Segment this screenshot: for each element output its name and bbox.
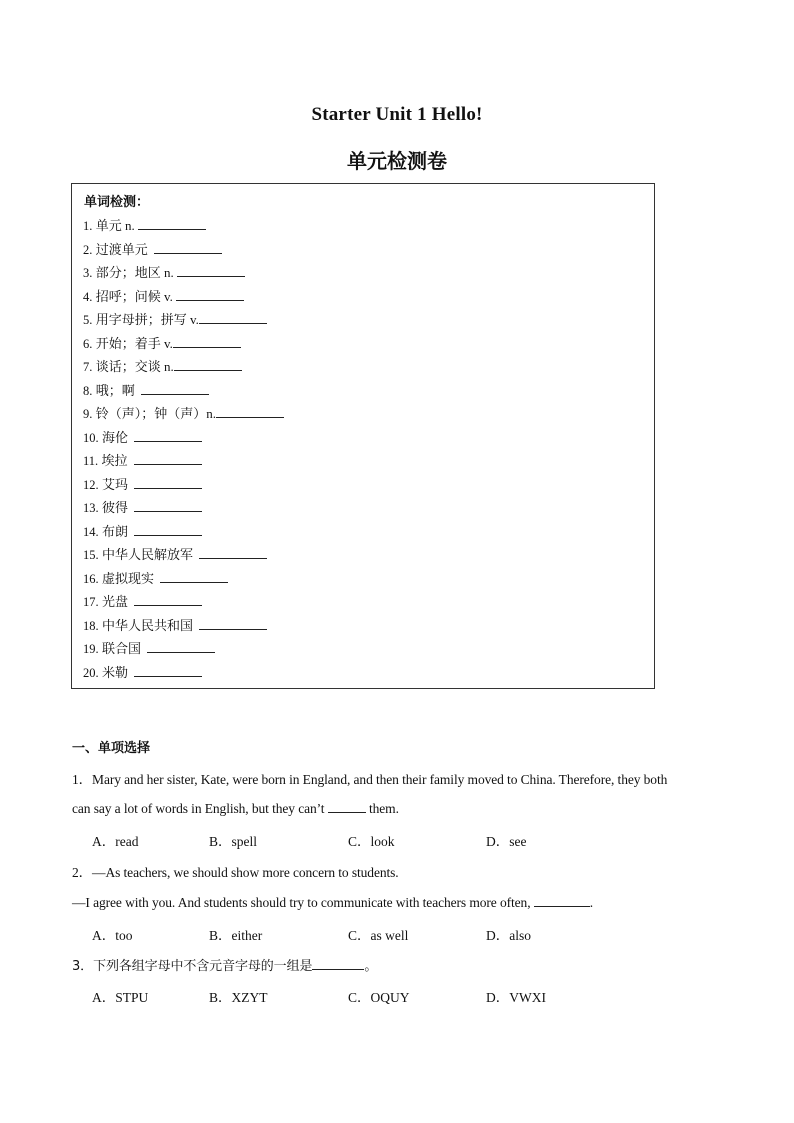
vocabulary-item-pos bbox=[128, 477, 131, 492]
vocabulary-item-number: 5. bbox=[83, 313, 93, 327]
answer-blank bbox=[154, 239, 222, 254]
answer-blank bbox=[174, 356, 242, 371]
vocabulary-item-number: 7. bbox=[83, 360, 93, 374]
answer-blank bbox=[199, 309, 267, 324]
vocabulary-item-number: 6. bbox=[83, 336, 93, 351]
answer-blank bbox=[134, 591, 202, 606]
vocabulary-item-number: 2. bbox=[83, 242, 93, 257]
vocabulary-item-pos bbox=[148, 242, 151, 257]
vocabulary-item bbox=[83, 238, 284, 262]
vocabulary-item-pos: v. bbox=[160, 288, 173, 304]
vocabulary-item-text: 招呼；问候 bbox=[95, 289, 161, 305]
vocabulary-item-number: 16. bbox=[83, 571, 99, 586]
vocabulary-item-pos bbox=[128, 524, 131, 539]
vocabulary-item-text: 虚拟现实 bbox=[102, 571, 155, 587]
vocabulary-item-text: 部分；地区 bbox=[95, 266, 161, 281]
answer-blank bbox=[141, 380, 209, 395]
vocabulary-item-number: 13. bbox=[83, 501, 99, 515]
answer-blank bbox=[176, 286, 244, 301]
vocabulary-item bbox=[83, 473, 284, 497]
vocabulary-item-pos: n. bbox=[160, 265, 174, 280]
answer-blank bbox=[177, 262, 245, 277]
option-a: A．STPU bbox=[92, 990, 149, 1005]
vocabulary-item-text: 谈话；交谈 bbox=[95, 360, 161, 375]
vocabulary-item bbox=[83, 214, 284, 238]
option-c: C．look bbox=[348, 834, 395, 849]
page-subtitle: 单元检测卷 bbox=[347, 149, 447, 173]
vocabulary-item-text: 彼得 bbox=[102, 501, 129, 516]
section-heading: 一、单项选择 bbox=[72, 741, 151, 756]
option-c: C．OQUY bbox=[348, 990, 410, 1005]
vocabulary-item-number: 14. bbox=[83, 524, 99, 539]
option-c: C．as well bbox=[348, 928, 409, 943]
vocabulary-list bbox=[83, 214, 284, 684]
vocabulary-item-pos bbox=[135, 383, 138, 398]
vocabulary-item-text: 铃（声）；钟（声） bbox=[95, 407, 207, 422]
vocabulary-item-number: 20. bbox=[83, 665, 99, 680]
option-b: B．either bbox=[209, 928, 263, 943]
vocabulary-item bbox=[83, 661, 284, 685]
vocabulary-item-text: 埃拉 bbox=[101, 454, 128, 469]
question-2-line-1: 2．—As teachers, we should show more concern to students. bbox=[72, 865, 399, 880]
answer-blank bbox=[199, 615, 267, 630]
vocabulary-item bbox=[83, 520, 284, 544]
vocabulary-item bbox=[83, 567, 284, 591]
vocabulary-item-text: 过渡单元 bbox=[95, 242, 148, 258]
answer-blank bbox=[160, 568, 228, 583]
vocabulary-item-number: 1. bbox=[83, 219, 93, 233]
vocabulary-item-pos bbox=[128, 453, 131, 468]
answer-blank bbox=[147, 638, 215, 653]
vocabulary-item-text: 开始；着手 bbox=[95, 336, 161, 352]
vocabulary-item-number: 18. bbox=[83, 618, 99, 633]
vocabulary-item-pos bbox=[141, 641, 144, 656]
question-2-text-after: . bbox=[589, 895, 594, 910]
answer-blank bbox=[173, 333, 241, 348]
vocabulary-item-number: 10. bbox=[83, 430, 99, 445]
vocabulary-item-pos: v. bbox=[186, 312, 199, 327]
vocabulary-item bbox=[83, 590, 284, 614]
vocabulary-item-pos bbox=[128, 500, 131, 515]
vocabulary-item-text: 米勒 bbox=[102, 665, 129, 681]
vocabulary-item-pos bbox=[193, 618, 196, 633]
answer-blank bbox=[134, 497, 202, 512]
vocabulary-item-text: 用字母拼；拼写 bbox=[95, 313, 187, 328]
vocabulary-item bbox=[83, 308, 284, 332]
answer-blank bbox=[134, 521, 202, 536]
answer-blank bbox=[534, 893, 590, 907]
vocabulary-item bbox=[83, 449, 284, 473]
option-d: D．see bbox=[486, 834, 527, 849]
vocabulary-item-pos bbox=[128, 430, 131, 445]
vocabulary-item-pos: n. bbox=[160, 359, 174, 374]
question-1-text-after: them. bbox=[365, 801, 399, 816]
answer-blank bbox=[134, 474, 202, 489]
question-1-line-1: 1．Mary and her sister, Kate, were born in England, and then their family moved to China. Therefore, they both bbox=[72, 772, 668, 787]
vocabulary-item bbox=[83, 285, 284, 309]
answer-blank bbox=[312, 956, 364, 970]
vocabulary-item-pos bbox=[193, 547, 196, 562]
vocabulary-item bbox=[83, 496, 284, 520]
vocabulary-item-number: 3. bbox=[83, 266, 93, 280]
vocabulary-item-number: 11. bbox=[83, 454, 99, 468]
answer-blank bbox=[138, 215, 206, 230]
vocabulary-item-text: 光盘 bbox=[102, 595, 129, 610]
vocabulary-item-number: 19. bbox=[83, 642, 99, 656]
vocabulary-item bbox=[83, 426, 284, 450]
vocabulary-item-number: 17. bbox=[83, 595, 99, 609]
option-a: A．too bbox=[92, 928, 133, 943]
vocabulary-heading: 单词检测： bbox=[84, 195, 150, 210]
vocabulary-item-pos bbox=[128, 665, 131, 680]
vocabulary-item-text: 哦；啊 bbox=[95, 383, 135, 399]
vocabulary-item-pos bbox=[128, 594, 131, 609]
vocabulary-item-number: 12. bbox=[83, 477, 99, 492]
answer-blank bbox=[216, 403, 284, 418]
vocabulary-item bbox=[83, 614, 284, 638]
vocabulary-item-text: 布朗 bbox=[102, 524, 129, 540]
question-2-text-before: —I agree with you. And students should try to communicate with teachers more often, bbox=[72, 895, 534, 910]
vocabulary-item-number: 4. bbox=[83, 289, 93, 304]
answer-blank bbox=[134, 662, 202, 677]
vocabulary-item bbox=[83, 637, 284, 661]
vocabulary-item-text: 单元 bbox=[95, 219, 122, 234]
question-1-line-2 bbox=[72, 799, 399, 817]
vocabulary-item bbox=[83, 332, 284, 356]
answer-blank bbox=[199, 544, 267, 559]
vocabulary-item bbox=[83, 355, 284, 379]
option-b: B．spell bbox=[209, 834, 258, 849]
vocabulary-item bbox=[83, 402, 284, 426]
answer-blank bbox=[134, 450, 202, 465]
vocabulary-item-number: 15. bbox=[83, 548, 99, 562]
question-1-text-before: can say a lot of words in English, but they can’t bbox=[72, 801, 328, 816]
vocabulary-item bbox=[83, 543, 284, 567]
question-2-line-2 bbox=[72, 893, 593, 911]
option-d: D．also bbox=[486, 928, 531, 943]
vocabulary-item-pos: n. bbox=[121, 218, 135, 233]
vocabulary-box bbox=[71, 183, 655, 689]
vocabulary-item-pos: n. bbox=[206, 406, 217, 421]
vocabulary-item-text: 中华人民共和国 bbox=[102, 618, 194, 634]
vocabulary-item-pos: v. bbox=[160, 335, 173, 351]
vocabulary-item-number: 8. bbox=[83, 383, 93, 398]
option-d: D．VWXI bbox=[486, 990, 546, 1005]
vocabulary-item-text: 联合国 bbox=[102, 642, 142, 657]
option-b: B．XZYT bbox=[209, 990, 268, 1005]
vocabulary-item-pos bbox=[154, 571, 157, 586]
question-3-text-before: 3．下列各组字母中不含元音字母的一组是 bbox=[72, 959, 313, 974]
vocabulary-item-text: 艾玛 bbox=[102, 477, 129, 493]
question-3-text-after: 。 bbox=[364, 959, 378, 974]
vocabulary-item bbox=[83, 379, 284, 403]
vocabulary-item bbox=[83, 261, 284, 285]
question-3-line-1 bbox=[72, 955, 377, 974]
page-title: Starter Unit 1 Hello! bbox=[311, 104, 483, 125]
answer-blank bbox=[134, 427, 202, 442]
vocabulary-item-text: 中华人民解放军 bbox=[102, 548, 194, 563]
option-a: A．read bbox=[92, 834, 139, 849]
vocabulary-item-text: 海伦 bbox=[102, 430, 129, 446]
vocabulary-item-number: 9. bbox=[83, 407, 93, 421]
answer-blank bbox=[328, 799, 366, 813]
